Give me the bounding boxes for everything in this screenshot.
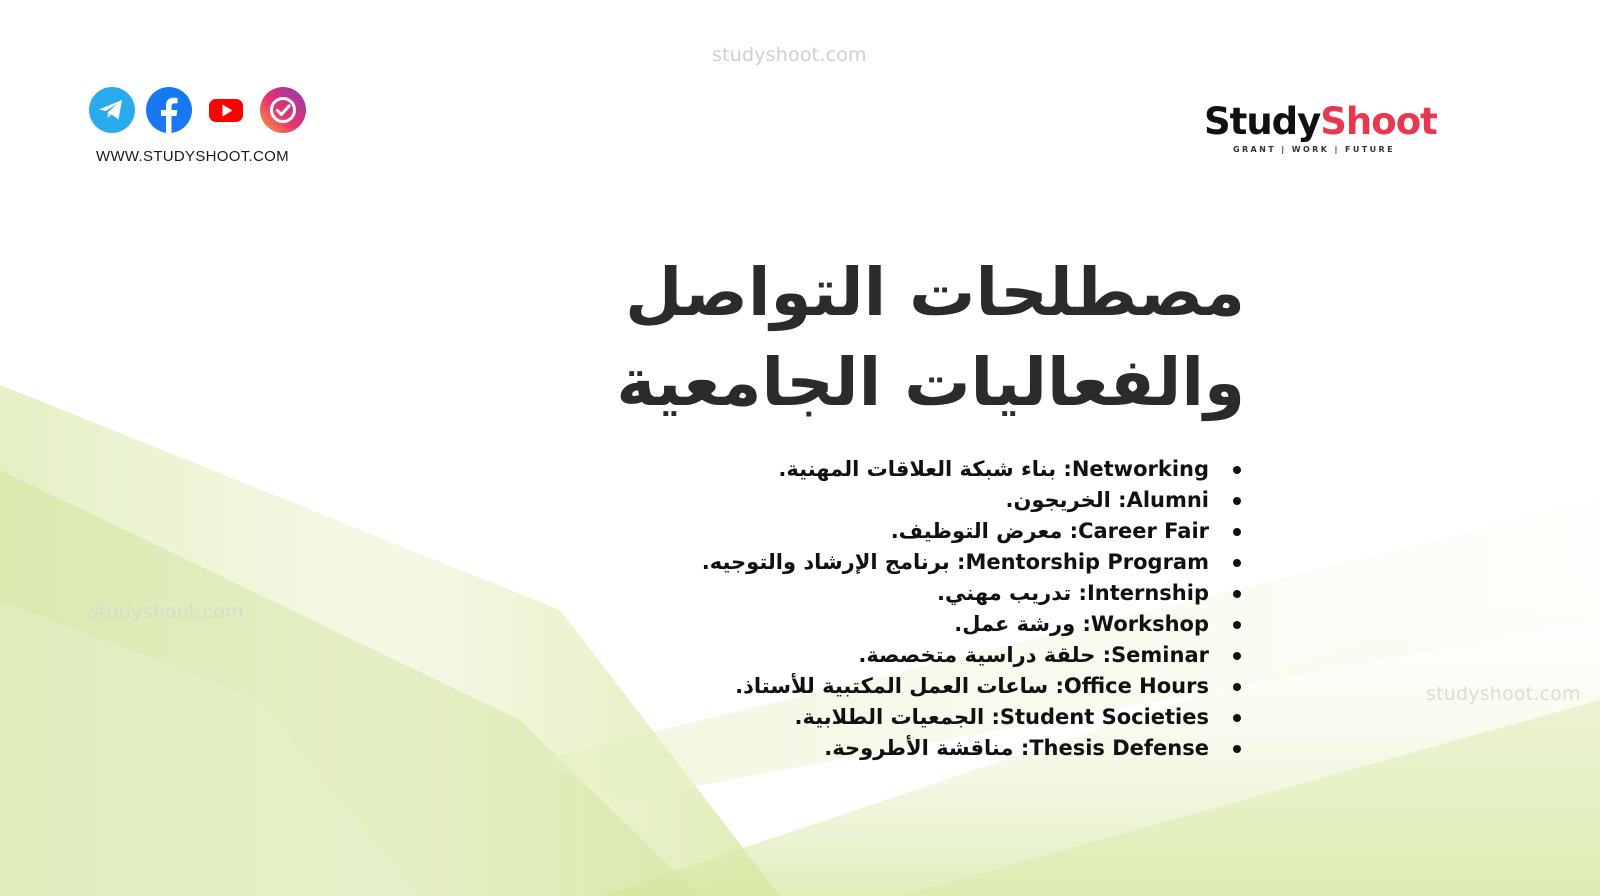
telegram-icon[interactable] [88, 86, 136, 134]
term-arabic: : مناقشة الأطروحة. [824, 736, 1030, 760]
term-english: Networking [1071, 457, 1209, 481]
list-item [485, 454, 1245, 485]
term-english: Student Societies [999, 705, 1209, 729]
logo-wordmark [1204, 100, 1437, 144]
term-arabic: : ساعات العمل المكتبية للأستاذ. [735, 674, 1064, 698]
term-arabic: : معرض التوظيف. [890, 519, 1079, 543]
list-item [485, 640, 1245, 671]
list-item [485, 516, 1245, 547]
term-arabic: : حلقة دراسية متخصصة. [858, 643, 1112, 667]
list-item [485, 609, 1245, 640]
term-arabic: : بناء شبكة العلاقات المهنية. [778, 457, 1072, 481]
facebook-icon[interactable] [145, 86, 193, 134]
term-english: Thesis Defense [1029, 736, 1209, 760]
term-english: Office Hours [1063, 674, 1209, 698]
term-english: Workshop [1090, 612, 1209, 636]
list-item [485, 671, 1245, 702]
term-english: Internship [1086, 581, 1209, 605]
logo-tagline: GRANT | WORK | FUTURE [1233, 145, 1395, 154]
term-english: Career Fair [1078, 519, 1209, 543]
title-line-2: والفعاليات الجامعية [616, 344, 1245, 421]
page-title [485, 248, 1245, 428]
logo-shoot: Shoot [1320, 100, 1437, 143]
social-icons [88, 86, 308, 134]
list-item [485, 733, 1245, 764]
term-english: Mentorship Program [965, 550, 1209, 574]
logo-study: Study [1204, 100, 1321, 143]
watermark: studyshoot.com [712, 44, 867, 66]
instagram-icon[interactable] [259, 86, 307, 134]
website-url[interactable]: WWW.STUDYSHOOT.COM [96, 148, 289, 165]
terms-list [485, 454, 1245, 764]
youtube-icon[interactable] [202, 86, 250, 134]
term-arabic: : الجمعيات الطلابية. [794, 705, 1000, 729]
term-arabic: : الخريجون. [1005, 488, 1127, 512]
term-arabic: : برنامج الإرشاد والتوجيه. [701, 550, 966, 574]
list-item [485, 485, 1245, 516]
term-arabic: : ورشة عمل. [954, 612, 1091, 636]
term-english: Seminar [1111, 643, 1209, 667]
list-item [485, 578, 1245, 609]
term-english: Alumni [1126, 488, 1209, 512]
watermark: studyshoot.com [89, 601, 244, 623]
watermark: studyshoot.com [1426, 683, 1581, 705]
list-item [485, 547, 1245, 578]
main-content [485, 248, 1245, 764]
social-links [88, 86, 308, 176]
term-arabic: : تدريب مهني. [937, 581, 1087, 605]
list-item [485, 702, 1245, 733]
title-line-1: مصطلحات التواصل [625, 254, 1245, 331]
studyshoot-logo [1204, 100, 1437, 154]
